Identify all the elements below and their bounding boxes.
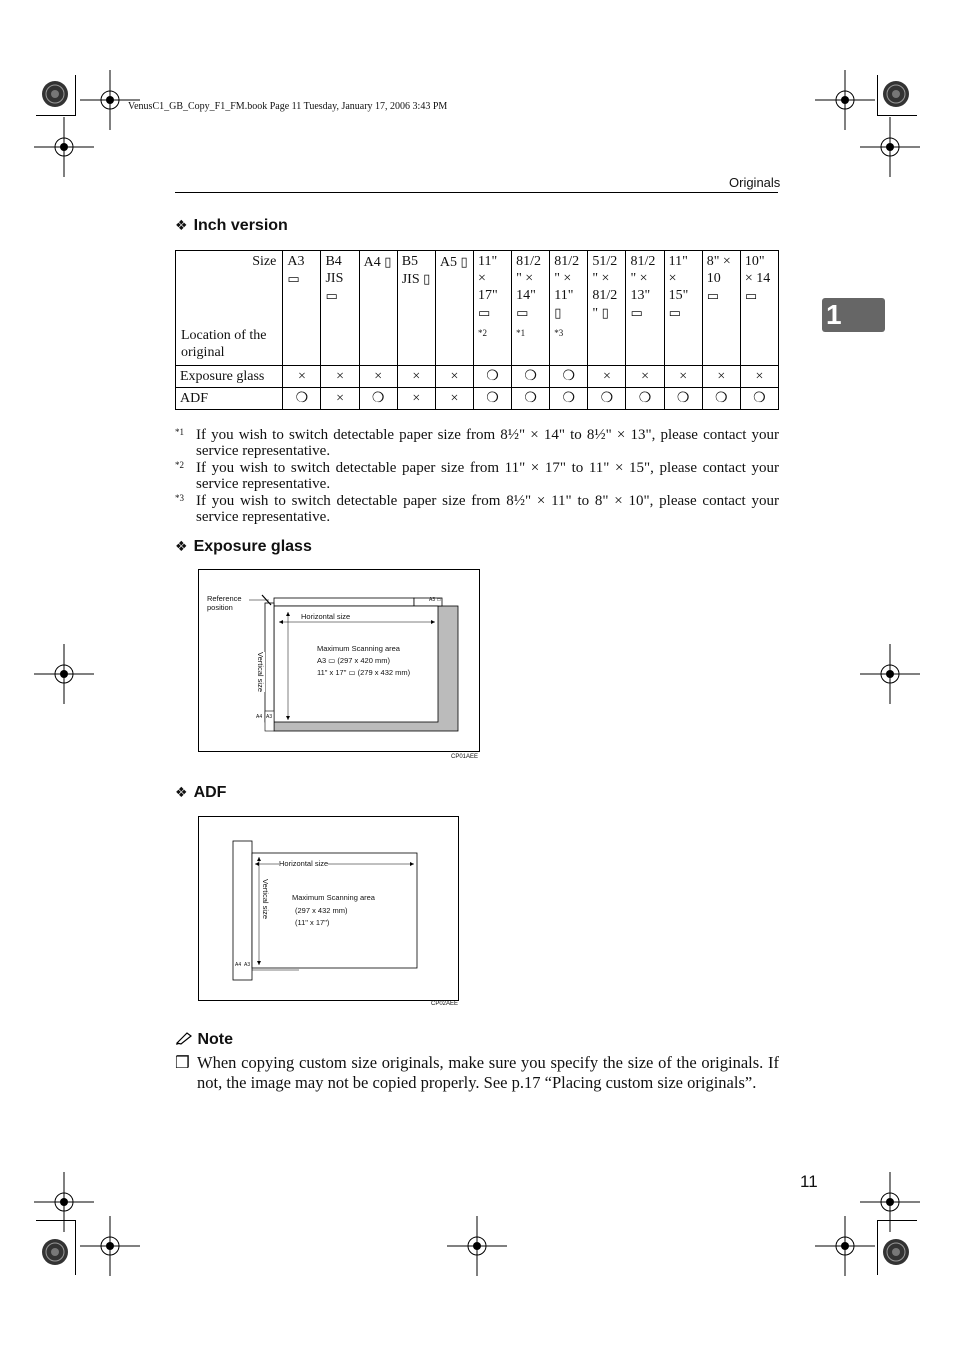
size-label: Size bbox=[252, 254, 277, 269]
availability-mark: × bbox=[740, 366, 778, 388]
size-column-header bbox=[702, 251, 740, 366]
header-rule bbox=[175, 192, 778, 193]
footnote-ref: *2 bbox=[477, 328, 487, 338]
size-column-header bbox=[626, 251, 664, 366]
size-column-header bbox=[321, 251, 359, 366]
registration-mark-bottom-right bbox=[866, 1222, 926, 1282]
page-number: 11 bbox=[800, 1172, 818, 1191]
running-head: Originals bbox=[729, 175, 781, 190]
portrait-orientation-icon: ▯ bbox=[601, 305, 609, 320]
availability-mark: ❍ bbox=[740, 388, 778, 410]
exposure-glass-title-text: Exposure glass bbox=[193, 538, 312, 555]
table-row bbox=[176, 366, 779, 388]
portrait-orientation-icon: ▯ bbox=[384, 254, 392, 269]
size-label-text: B5 JIS bbox=[401, 254, 420, 287]
size-label-text: A4 bbox=[363, 255, 381, 270]
availability-mark: ❍ bbox=[512, 366, 550, 388]
footnote bbox=[175, 460, 779, 492]
availability-mark: × bbox=[626, 366, 664, 388]
availability-mark: × bbox=[359, 366, 397, 388]
portrait-orientation-icon: ▯ bbox=[423, 271, 431, 286]
size-column-header bbox=[664, 251, 702, 366]
diamond-bullet-icon: ❖ bbox=[175, 217, 188, 233]
availability-mark: ❍ bbox=[702, 388, 740, 410]
size-label-text: B4 JIS bbox=[325, 254, 344, 286]
availability-mark: ❍ bbox=[550, 388, 588, 410]
footnote-text: If you wish to switch detectable paper size from 8½" × 11" to 8" × 10", please contact your service representative. bbox=[196, 493, 779, 525]
availability-mark: ❍ bbox=[359, 388, 397, 410]
availability-mark: ❍ bbox=[283, 388, 321, 410]
table-header-row bbox=[176, 251, 779, 366]
portrait-orientation-icon: ▯ bbox=[460, 254, 468, 269]
trim-line bbox=[877, 1220, 878, 1275]
trim-line bbox=[75, 75, 76, 115]
availability-mark: × bbox=[321, 388, 359, 410]
trim-line bbox=[877, 115, 917, 116]
crosshair-mark-mid-left bbox=[34, 644, 94, 704]
crosshair-mark-bottom-center bbox=[447, 1216, 507, 1276]
inch-version-title-text: Inch version bbox=[193, 217, 288, 234]
availability-mark: × bbox=[702, 366, 740, 388]
paper-size-table bbox=[175, 250, 779, 410]
footnote bbox=[175, 427, 779, 459]
landscape-orientation-icon: ▭ bbox=[287, 271, 300, 286]
availability-mark: × bbox=[283, 366, 321, 388]
vertical-size-label: Vertical size bbox=[261, 879, 270, 920]
footnote-number: *3 bbox=[175, 493, 184, 503]
size-column-header bbox=[473, 251, 511, 366]
a4-tag: A4 bbox=[256, 714, 263, 720]
note-title-text: Note bbox=[197, 1031, 234, 1048]
trim-line bbox=[877, 75, 878, 115]
size-column-header bbox=[435, 251, 473, 366]
reference-position-label: Reference position bbox=[207, 594, 242, 612]
footnote-number: *1 bbox=[175, 427, 184, 437]
max-scan-area-mm: (297 x 432 mm) bbox=[295, 906, 348, 915]
landscape-orientation-icon: ▭ bbox=[630, 305, 643, 320]
note-title bbox=[175, 1031, 233, 1049]
registration-mark-bottom-left bbox=[25, 1222, 85, 1282]
availability-mark: × bbox=[588, 366, 626, 388]
inch-version-title bbox=[175, 217, 288, 235]
crosshair-mark-mid-right bbox=[860, 644, 920, 704]
footnote-text: If you wish to switch detectable paper size from 11" × 17" to 11" × 15", please contact your service representative. bbox=[196, 460, 779, 492]
table-row bbox=[176, 388, 779, 410]
vertical-size-label: Vertical size bbox=[256, 652, 265, 693]
exposure-glass-title bbox=[175, 538, 312, 556]
diamond-bullet-icon: ❖ bbox=[175, 538, 188, 554]
size-label-text: A5 bbox=[439, 255, 457, 270]
exposure-glass-diagram bbox=[198, 569, 480, 752]
availability-mark: ❍ bbox=[512, 388, 550, 410]
adf-title-text: ADF bbox=[193, 784, 227, 801]
size-column-header bbox=[512, 251, 550, 366]
landscape-orientation-icon: ▭ bbox=[516, 305, 529, 320]
availability-mark: ❍ bbox=[473, 366, 511, 388]
size-column-header bbox=[588, 251, 626, 366]
availability-mark: ❍ bbox=[473, 388, 511, 410]
size-label-text: 11" × 17" bbox=[477, 254, 498, 303]
size-label-text: 8" × 10 bbox=[706, 254, 731, 286]
exposure-diagram-caption: CP01AEE bbox=[451, 754, 479, 760]
availability-mark: × bbox=[321, 366, 359, 388]
size-label-text: 51/2 " × 81/2 " bbox=[592, 254, 618, 321]
availability-mark: × bbox=[397, 366, 435, 388]
chapter-tab: 1 bbox=[822, 298, 885, 332]
landscape-orientation-icon: ▭ bbox=[706, 288, 720, 303]
crosshair-mark-bottom-left-b bbox=[80, 1216, 140, 1276]
horizontal-size-label: Horizontal size bbox=[301, 612, 351, 621]
size-column-header bbox=[283, 251, 321, 366]
size-label-text: 10" × 14 bbox=[744, 254, 771, 286]
row-label: Exposure glass bbox=[176, 366, 283, 388]
trim-line bbox=[36, 1220, 76, 1221]
row-label: ADF bbox=[176, 388, 283, 410]
availability-mark: ❍ bbox=[664, 388, 702, 410]
footnote bbox=[175, 493, 779, 525]
availability-mark: × bbox=[435, 366, 473, 388]
footnote-text: If you wish to switch detectable paper size from 8½" × 14" to 8½" × 13", please contact your service representative. bbox=[196, 427, 779, 459]
availability-mark: ❍ bbox=[588, 388, 626, 410]
landscape-orientation-icon: ▭ bbox=[744, 288, 758, 303]
checkbox-bullet-icon: ❒ bbox=[175, 1053, 190, 1072]
availability-mark: × bbox=[664, 366, 702, 388]
availability-mark: ❍ bbox=[550, 366, 588, 388]
a3-small-tag: A3 bbox=[266, 714, 273, 720]
pencil-icon bbox=[175, 1031, 193, 1045]
note-body bbox=[175, 1053, 779, 1092]
trim-line bbox=[75, 1220, 76, 1275]
size-label-text: 11" × 15" bbox=[668, 254, 689, 303]
size-label-text: 81/2 " × 14" bbox=[516, 254, 541, 303]
size-column-header bbox=[397, 251, 435, 366]
location-label: Location of the original bbox=[181, 328, 267, 360]
a4-tag: A4 bbox=[235, 962, 242, 968]
note-text: When copying custom size originals, make sure you specify the size of the originals. If not, the image may not be copied properly. See p.17 “Placing custom size originals”. bbox=[197, 1053, 779, 1092]
max-scan-area-a3: A3 ▭ (297 x 420 mm) bbox=[317, 656, 390, 665]
size-column-header bbox=[359, 251, 397, 366]
adf-diagram-caption: CP02AEE bbox=[431, 1001, 459, 1007]
landscape-orientation-icon: ▭ bbox=[668, 305, 681, 320]
adf-diagram bbox=[198, 816, 459, 1001]
size-label-text: 81/2 " × 13" bbox=[630, 254, 656, 303]
diamond-bullet-icon: ❖ bbox=[175, 784, 188, 800]
crosshair-mark-top-right-b bbox=[860, 117, 920, 177]
max-scan-area-label: Maximum Scanning area bbox=[317, 644, 400, 653]
max-scan-area-inch: 11" x 17" ▭ (279 x 432 mm) bbox=[317, 668, 411, 677]
footnote-ref: *3 bbox=[554, 328, 564, 338]
portrait-orientation-icon: ▯ bbox=[554, 305, 562, 320]
max-scan-area-inch: (11" x 17") bbox=[295, 918, 330, 927]
a3-tag: A3 ▭ bbox=[429, 597, 442, 603]
crosshair-mark-top-left-b bbox=[34, 117, 94, 177]
availability-mark: × bbox=[435, 388, 473, 410]
size-column-header bbox=[550, 251, 588, 366]
horizontal-size-label: Horizontal size bbox=[279, 859, 329, 868]
landscape-orientation-icon: ▭ bbox=[477, 305, 491, 320]
availability-mark: ❍ bbox=[626, 388, 664, 410]
footnote-ref: *1 bbox=[516, 328, 526, 338]
size-label-text: A3 bbox=[287, 254, 305, 269]
trim-line bbox=[36, 115, 76, 116]
table-corner-cell bbox=[176, 251, 283, 366]
landscape-orientation-icon: ▭ bbox=[325, 288, 338, 303]
size-column-header bbox=[740, 251, 778, 366]
book-header: VenusC1_GB_Copy_F1_FM.book Page 11 Tuesday, January 17, 2006 3:43 PM bbox=[128, 101, 448, 112]
max-scan-area-label: Maximum Scanning area bbox=[292, 893, 375, 902]
footnote-number: *2 bbox=[175, 460, 184, 470]
availability-mark: × bbox=[397, 388, 435, 410]
size-label-text: 81/2 " × 11" bbox=[554, 254, 580, 303]
a3-tag: A3 bbox=[244, 962, 251, 968]
trim-line bbox=[877, 1220, 917, 1221]
adf-title bbox=[175, 784, 226, 802]
